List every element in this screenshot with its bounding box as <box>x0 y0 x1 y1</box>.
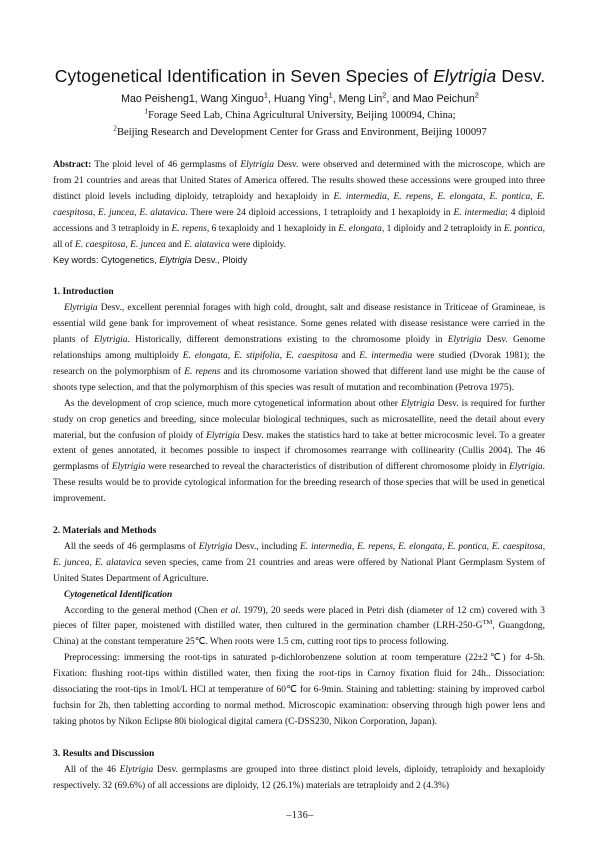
italic-run: E. pontica <box>447 541 487 552</box>
text-run: seven species, came from 21 countries and areas were offered by National Plant Germplasm System of United States Department of Agriculture. <box>53 557 546 584</box>
text-run: Desv., excellent perennial forages with high cold, drought, salt and disease resistance in Triticeae of Gramineae, is essential wild gene bank for improvement of wheat resistance. Some genes related with disease resistance were carried in the plants of <box>53 303 545 346</box>
page-number: –136– <box>286 810 314 821</box>
text-run: , <box>442 541 448 552</box>
italic-run: E. pontica <box>503 223 543 234</box>
italic-run: E. caespitosa <box>53 191 545 218</box>
italic-run: E. caespitosa <box>75 239 126 250</box>
text-run: . Historically, different demonstrations existing to the chromosome ploidy in <box>127 335 448 346</box>
text-run: , <box>89 557 95 568</box>
italic-run: Elytrigia <box>111 462 146 473</box>
author-line <box>0 90 600 105</box>
author-affiliation-marker: 2 <box>474 90 479 100</box>
text-run: , Guangdong, China) at the constant temperature 25℃. When roots were 1.5 cm, cutting root tips to process following. <box>53 621 545 648</box>
italic-run: E. alatavica <box>184 239 230 250</box>
italic-run: Elytrigia <box>159 255 192 266</box>
text-run: , <box>392 541 399 552</box>
affiliation-text: Beijing Research and Development Center for Grass and Environment, Beijing 100097 <box>116 127 487 138</box>
italic-run: E. juncea <box>130 239 166 250</box>
italic-run: E. juncea <box>98 207 135 218</box>
italic-run: E. pontica <box>489 191 531 202</box>
italic-run: Elytrigia <box>93 335 128 346</box>
text-run: were diploidy. <box>229 239 286 250</box>
paper-title <box>0 66 600 87</box>
text-run: The ploid level of 46 germplasms of <box>91 160 241 170</box>
italic-run: Elytrigia <box>119 764 154 775</box>
title-genus: Elytrigia <box>433 66 497 86</box>
affiliation-2 <box>0 123 600 138</box>
sections <box>53 285 545 794</box>
text-run: , 1 diploidy and 2 tetraploidy in <box>381 223 504 234</box>
paper-body <box>53 158 545 795</box>
text-run: Desv. makes the statistics hard to take at better microcosmic level. To a greater extent of genes annotated, it becomes possible to inspect if chromosomes rearrange with collinearity (Cullis 2004). The 46 germplasms of <box>53 430 545 473</box>
italic-run: Elytrigia <box>400 398 435 409</box>
italic-run: E. repens <box>184 366 221 377</box>
author-name: Mao Peisheng1 <box>121 93 195 105</box>
text-run: Desv., Ploidy <box>191 255 248 266</box>
text-run: , <box>430 191 438 202</box>
text-run: , <box>530 191 537 202</box>
abstract-text <box>53 160 545 250</box>
keywords <box>53 253 545 269</box>
text-run: Desv. Genome relationships among multiploidy <box>53 335 546 361</box>
text-run: Preprocessing: immersing the root-tips in saturated p-dichlorobenzene solution at room temperature (22±2℃) for 4-5h. Fixation: flushing root-tips within distilled water, then fixing the root-tips in Carnoy fixation fluid for 24h.. Dissociation: dissociating the root-tips in 1mol/L HCl at temperature of 60℃ for 6-9min. Staining and tabletting: staining by improved carbol fuchsin for 2h, then tabletting according to normal method. Microscopic examination: observing through high power lens and taking photos by Nikon Eclipse 80i biological digital camera (C-DSS230, Nikon Corporation, Japan). <box>53 653 545 727</box>
title-text: Cytogenetical Identification in Seven Species of <box>54 66 434 86</box>
text-run: , 6 texaploidy and 1 hexaploidy in <box>206 223 339 234</box>
author-separator: , <box>194 93 201 105</box>
italic-run: E. repens <box>171 223 207 234</box>
italic-run: E. elongata <box>338 223 382 234</box>
text-run: According to the general method (Chen <box>64 605 221 616</box>
text-run: Desv. were observed and determined with the microscope, which are from 21 countries and areas that United States of America offered. The results showed these accessions were grouped into three distinct ploid levels including diploidy, tetraploidy and hexaploidy in <box>53 160 545 202</box>
text-run: and <box>337 350 360 361</box>
italic-run: E. intermedia <box>359 350 413 361</box>
text-run: Key words: Cytogenetics, <box>53 255 160 266</box>
affiliation-marker: 2 <box>113 123 117 133</box>
text-run: and <box>165 239 185 250</box>
italic-run: E. alatavica <box>139 207 186 218</box>
text-run: Desv., including <box>232 541 301 552</box>
author-name: Huang Ying <box>273 93 329 105</box>
paragraph <box>53 397 545 508</box>
italic-run: E. repens <box>393 191 431 202</box>
text-run: , <box>125 239 131 250</box>
text-run: , <box>134 207 140 218</box>
italic-run: E. intermedia <box>333 191 387 202</box>
italic-run: E. caespitosa <box>491 541 543 552</box>
italic-run: Elytrigia <box>447 335 482 346</box>
affiliation-1 <box>0 106 600 121</box>
author-name: Wang Xinguo <box>200 93 264 105</box>
superscript-run: TM <box>482 619 493 627</box>
italic-run: E. elongata <box>398 541 443 552</box>
text-run: Desv. germplasms are grouped into three distinct ploid levels, diploidy, tetraploidy and hexaploidy respectively. 32 (69.6%) of all accessions are diploidy, 12 (26.1%) materials are tetraploidy and 2 (4.3%) <box>53 764 545 791</box>
italic-run: E. elongata, E. stipifolia, E. caespitosa <box>182 350 338 361</box>
text-run: All of the 46 <box>64 764 120 775</box>
author-affiliation-marker: 1 <box>328 90 333 100</box>
abstract <box>53 158 545 253</box>
text-run: , <box>351 541 358 552</box>
section-heading: 2. Materials and Methods <box>53 526 157 537</box>
text-run: . 1979), 20 seeds were placed in Petri dish (diameter of 12 cm) covered with 3 pieces of filter paper, moistened with distilled water, then cultured in the germination chamber (LRH-250-G <box>53 605 545 632</box>
text-run: were researched to reveal the characteristics of distribution of different chromosome ploidy in <box>145 462 510 473</box>
title-tail: Desv. <box>496 66 546 86</box>
paragraph <box>53 540 545 588</box>
text-run: , all of <box>53 223 546 250</box>
author-affiliation-marker: 1 <box>263 90 268 100</box>
italic-run: Elytrigia <box>64 303 98 314</box>
italic-run: E. elongata <box>437 191 483 202</box>
text-run: , <box>542 541 546 552</box>
section-heading: 3. Results and Discussion <box>53 748 155 759</box>
author-separator: , <box>332 93 339 105</box>
text-run: Desv. is required for further study on crop genetics and breeding, since molecular biological techniques, such as microsatellite, need the detail about every material, but the confusion of ploidy of <box>53 398 545 441</box>
italic-run: E. juncea <box>53 557 90 568</box>
italic-run: Elytrigia <box>206 430 240 441</box>
text-run: were studied (Dvorak 1981); the research on the polymorphism of <box>53 350 545 377</box>
affiliation-text: Forage Seed Lab, China Agricultural University, Beijing 100094, China; <box>148 110 456 121</box>
author-separator: , <box>267 93 274 105</box>
text-run: ; 4 diploid accessions and 3 tetraploidy in <box>53 207 546 234</box>
italic-run: E. alatavica <box>95 557 142 568</box>
italic-run: et al <box>220 605 238 616</box>
text-run: , <box>486 541 492 552</box>
author-affiliation-marker: 2 <box>382 90 387 100</box>
italic-run: Elytrigia <box>240 160 274 170</box>
italic-run: E. repens <box>357 541 393 552</box>
text-run: , <box>482 191 490 202</box>
text-run: , <box>386 191 394 202</box>
subsection-heading: Cytogenetical Identification <box>64 589 173 600</box>
author-name: Mao Peichun <box>412 93 475 105</box>
paragraph <box>53 763 545 795</box>
paragraph <box>53 604 545 652</box>
text-run: . There were 24 diploid accessions, 1 tetraploidy and 1 hexaploidy in <box>185 207 454 218</box>
abstract-label: Abstract: <box>53 160 92 170</box>
italic-run: Elytrigia <box>198 541 233 552</box>
italic-run: Elytrigia <box>509 462 543 473</box>
text-run: . These results would be to provide cytological information for the breeding research of those species that will be used in genetical improvement. <box>53 462 545 505</box>
affiliation-marker: 1 <box>144 106 149 116</box>
italic-run: E. intermedia <box>300 541 352 552</box>
paragraph <box>53 301 545 396</box>
section-heading: 1. Introduction <box>53 287 114 298</box>
text-run: As the development of crop science, much more cytogenetical information about other <box>64 398 401 409</box>
text-run: All the seeds of 46 germplasms of <box>64 541 199 552</box>
paragraph <box>53 651 545 731</box>
author-separator: , and <box>386 93 413 105</box>
text-run: , <box>92 207 99 218</box>
text-run: and its chromosome variation showed that different land use might be the cause of shoots type selection, and that the polymorphism of this species was result of mutation and recombination (Petrova 1975). <box>53 366 545 393</box>
author-name: Meng Lin <box>338 93 383 105</box>
italic-run: E. intermedia <box>453 207 506 218</box>
